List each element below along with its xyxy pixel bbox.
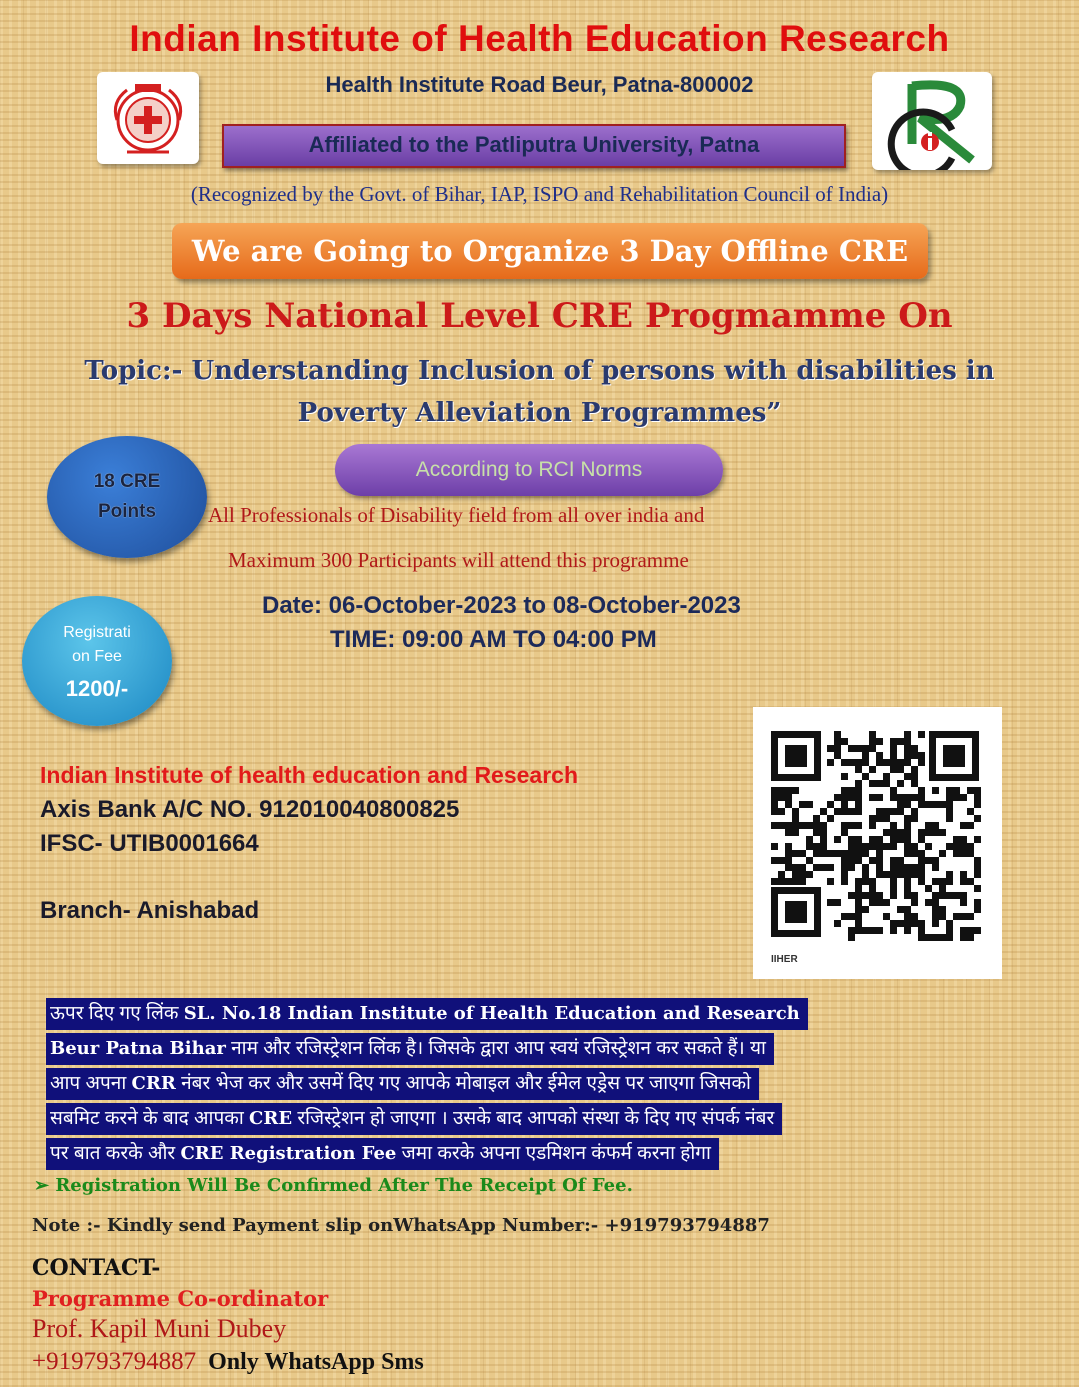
programme-date: Date: 06-October-2023 to 08-October-2023 — [262, 592, 741, 619]
organize-banner: We are Going to Organize 3 Day Offline CRE — [172, 223, 928, 279]
coordinator-role: Programme Co-ordinator — [32, 1286, 329, 1311]
fee-label-line-1: Registrati — [63, 624, 131, 641]
phone-number: +919793794887 — [32, 1348, 197, 1375]
bank-account-number: Axis Bank A/C NO. 912010040800825 — [40, 796, 460, 823]
topic-line-1: Topic:- Understanding Inclusion of persons with disabilities in — [84, 356, 995, 386]
cre-points-line-1: 18 CRE — [93, 471, 161, 492]
instruction-bold: CRR — [131, 1073, 176, 1094]
instruction-text: रजिस्ट्रेशन हो जाएगा । उसके बाद आपको संस्था के दिए गए संपर्क नंबर — [292, 1108, 775, 1129]
registration-fee-badge — [22, 596, 172, 726]
instruction-line-4 — [46, 1103, 782, 1135]
instruction-bold: CRE — [249, 1108, 293, 1129]
attendance-line-2: Maximum 300 Participants will attend this programme — [228, 548, 689, 572]
qr-pattern — [753, 707, 1002, 947]
university-emblem-logo — [97, 72, 199, 164]
payment-note: Note :- Kindly send Payment slip onWhatsApp Number:- +919793794887 — [32, 1215, 770, 1236]
programme-time: TIME: 09:00 AM TO 04:00 PM — [330, 626, 657, 653]
topic-line-2: Poverty Alleviation Programmes” — [297, 398, 782, 428]
cre-points-line-2: Points — [97, 501, 157, 522]
contact-heading: CONTACT- — [32, 1255, 161, 1281]
institute-title: Indian Institute of Health Education Research — [129, 18, 950, 59]
instruction-line-2 — [46, 1033, 774, 1065]
instruction-text: सबमिट करने के बाद आपका — [50, 1108, 250, 1129]
registration-confirm-note: ➢ Registration Will Be Confirmed After The Receipt Of Fee. — [34, 1175, 633, 1196]
affiliation-banner: Affiliated to the Patliputra University, Patna — [222, 124, 846, 168]
payment-qr-code — [753, 707, 1002, 979]
instruction-text: नाम और रजिस्ट्रेशन लिंक है। जिसके द्वारा आप स्वयं रजिस्ट्रेशन कर सकते हैं। या — [225, 1038, 766, 1059]
contact-phone — [32, 1348, 424, 1376]
coordinator-name: Prof. Kapil Muni Dubey — [32, 1314, 287, 1343]
instruction-bold: Beur Patna Bihar — [50, 1038, 226, 1059]
rci-logo — [872, 72, 992, 170]
institute-address: Health Institute Road Beur, Patna-800002 — [325, 72, 754, 97]
whatsapp-note: Only WhatsApp Sms — [208, 1349, 424, 1375]
fee-amount: 1200/- — [65, 676, 129, 701]
bank-account-name: Indian Institute of health education and Research — [40, 762, 579, 788]
attendance-line-1: All Professionals of Disability field from all over india and — [208, 503, 705, 527]
instruction-line-5 — [46, 1138, 719, 1170]
rci-norms-badge: According to RCI Norms — [335, 444, 723, 496]
fee-label-line-2: on Fee — [72, 648, 122, 665]
programme-heading: 3 Days National Level CRE Progmamme On — [126, 296, 953, 336]
instruction-text: पर बात करके और — [50, 1143, 181, 1164]
instruction-text: आप अपना — [50, 1073, 132, 1094]
bank-ifsc: IFSC- UTIB0001664 — [40, 830, 259, 857]
bank-branch: Branch- Anishabad — [40, 897, 260, 924]
instruction-bold: SL. No.18 Indian Institute of Health Education and Research — [183, 1003, 800, 1024]
programme-topic — [20, 350, 1059, 434]
instruction-line-3 — [46, 1068, 759, 1100]
instruction-text: जमा करके अपना एडमिशन कंफर्म करना होगा — [396, 1143, 711, 1164]
instruction-text: ऊपर दिए गए लिंक — [50, 1003, 184, 1024]
instruction-text: नंबर भेज कर और उसमें दिए गए आपके मोबाइल और ईमेल एड्रेस पर जाएगा जिसको — [175, 1073, 751, 1094]
qr-label: IIHER — [771, 954, 798, 965]
recognition-text: (Recognized by the Govt. of Bihar, IAP, ISPO and Rehabilitation Council of India) — [190, 182, 889, 206]
instruction-line-1 — [46, 998, 808, 1030]
cre-points-badge — [47, 436, 207, 558]
instruction-bold: CRE Registration Fee — [180, 1143, 397, 1164]
